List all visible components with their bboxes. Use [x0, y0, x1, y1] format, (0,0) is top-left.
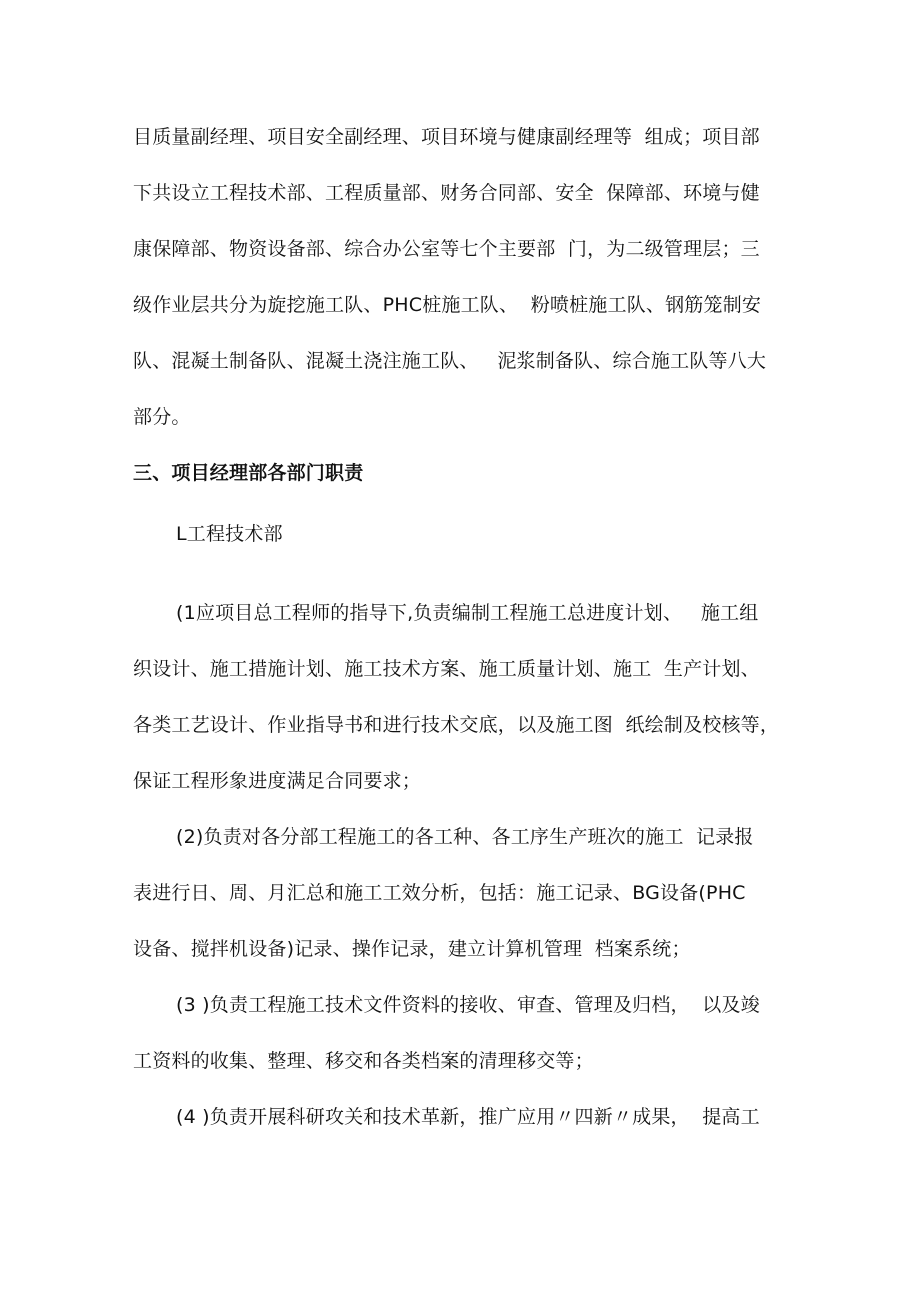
item2-line-1: (2)负责对各分部工程施工的各工种、各工序生产班次的施工 记录报 — [176, 826, 754, 848]
item2-line-2: 表进行日、周、月汇总和施工工效分析，包括：施工记录、BG设备(PHC — [133, 882, 746, 904]
item2-line-3: 设备、搅拌机设备)记录、操作记录，建立计算机管理 档案系统； — [133, 938, 691, 960]
intro-line-5: 队、混凝土制备队、混凝土浇注施工队、 泥浆制备队、综合施工队等八大 — [133, 350, 767, 372]
item3-line-2: 工资料的收集、整理、移交和各类档案的清理移交等； — [133, 1050, 594, 1072]
item1-line-1: (1应项目总工程师的指导下,负责编制工程施工总进度计划、 施工组 — [176, 602, 759, 624]
item3-line-1: (3 )负责工程施工技术文件资料的接收、审查、管理及归档， 以及竣 — [176, 994, 760, 1016]
item1-line-2: 织设计、施工措施计划、施工技术方案、施工质量计划、施工 生产计划、 — [133, 658, 760, 680]
item1-line-3: 各类工艺设计、作业指导书和进行技术交底，以及施工图 纸绘制及校核等， — [133, 714, 780, 736]
intro-line-6: 部分。 — [133, 406, 191, 428]
intro-line-1: 目质量副经理、项目安全副经理、项目环境与健康副经理等 组成；项目部 — [133, 126, 760, 148]
item1-line-4: 保证工程形象进度满足合同要求； — [133, 770, 422, 792]
item4-line-1: (4 )负责开展科研攻关和技术革新，推广应用〃四新〃成果， 提高工 — [176, 1106, 760, 1128]
intro-line-4: 级作业层共分为旋挖施工队、PHC桩施工队、 粉喷桩施工队、钢筋笼制安 — [133, 294, 762, 316]
intro-line-3: 康保障部、物资设备部、综合办公室等七个主要部 门，为二级管理层；三 — [133, 238, 760, 260]
intro-line-2: 下共设立工程技术部、工程质量部、财务合同部、安全 保障部、环境与健 — [133, 182, 760, 204]
section-heading: 三、项目经理部各部门职责 — [133, 462, 364, 484]
subsection-heading: L工程技术部 — [176, 523, 283, 545]
